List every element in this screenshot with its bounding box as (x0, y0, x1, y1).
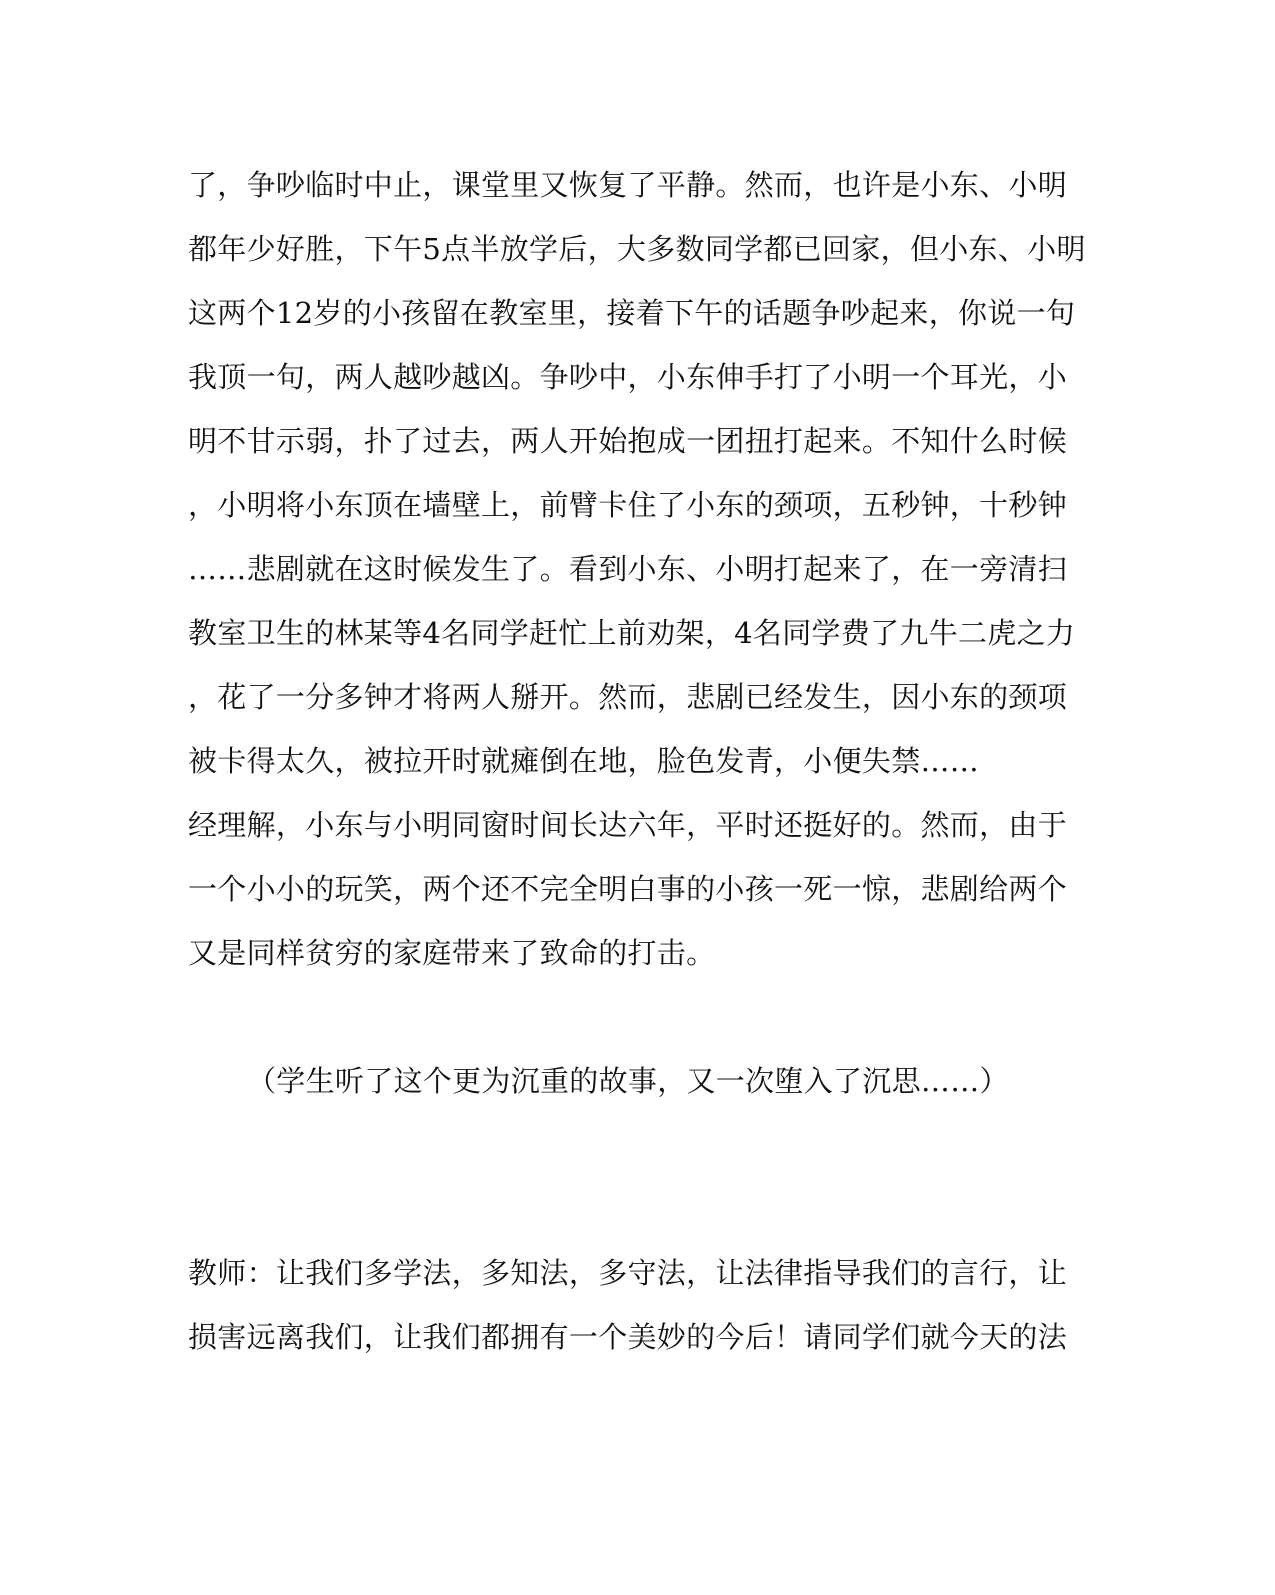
text-line: ，花了一分多钟才将两人掰开。然而，悲剧已经发生，因小东的颈项 (188, 680, 1068, 714)
text-line: 我顶一句，两人越吵越凶。争吵中，小东伸手打了小明一个耳光，小 (188, 360, 1068, 394)
text-line: 都年少好胜，下午5点半放学后，大多数同学都已回家，但小东、小明 (188, 232, 1086, 266)
text-line: 教师：让我们多学法，多知法，多守法，让法律指导我们的言行，让 (188, 1256, 1068, 1290)
text-line: 教室卫生的林某等4名同学赶忙上前劝架，4名同学费了九牛二虎之力 (188, 616, 1076, 650)
text-line: 这两个12岁的小孩留在教室里，接着下午的话题争吵起来，你说一句 (188, 296, 1076, 330)
text-line: 被卡得太久，被拉开时就瘫倒在地，脸色发青，小便失禁…… (188, 744, 980, 778)
stage-direction: （学生听了这个更为沉重的故事，又一次堕入了沉思……） (247, 1064, 1009, 1098)
text-line: 又是同样贫穷的家庭带来了致命的打击。 (188, 936, 716, 970)
text-line: 明不甘示弱，扑了过去，两人开始抱成一团扭打起来。不知什么时候 (188, 424, 1068, 458)
text-line: 经理解，小东与小明同窗时间长达六年，平时还挺好的。然而，由于 (188, 808, 1068, 842)
text-line: 一个小小的玩笑，两个还不完全明白事的小孩一死一惊，悲剧给两个 (188, 872, 1068, 906)
text-line: ……悲剧就在这时候发生了。看到小东、小明打起来了，在一旁清扫 (188, 552, 1068, 586)
text-line: 了，争吵临时中止，课堂里又恢复了平静。然而，也许是小东、小明 (188, 168, 1068, 202)
text-line: 损害远离我们，让我们都拥有一个美妙的今后！请同学们就今天的法 (188, 1320, 1068, 1354)
text-line: ，小明将小东顶在墙壁上，前臂卡住了小东的颈项，五秒钟，十秒钟 (188, 488, 1068, 522)
